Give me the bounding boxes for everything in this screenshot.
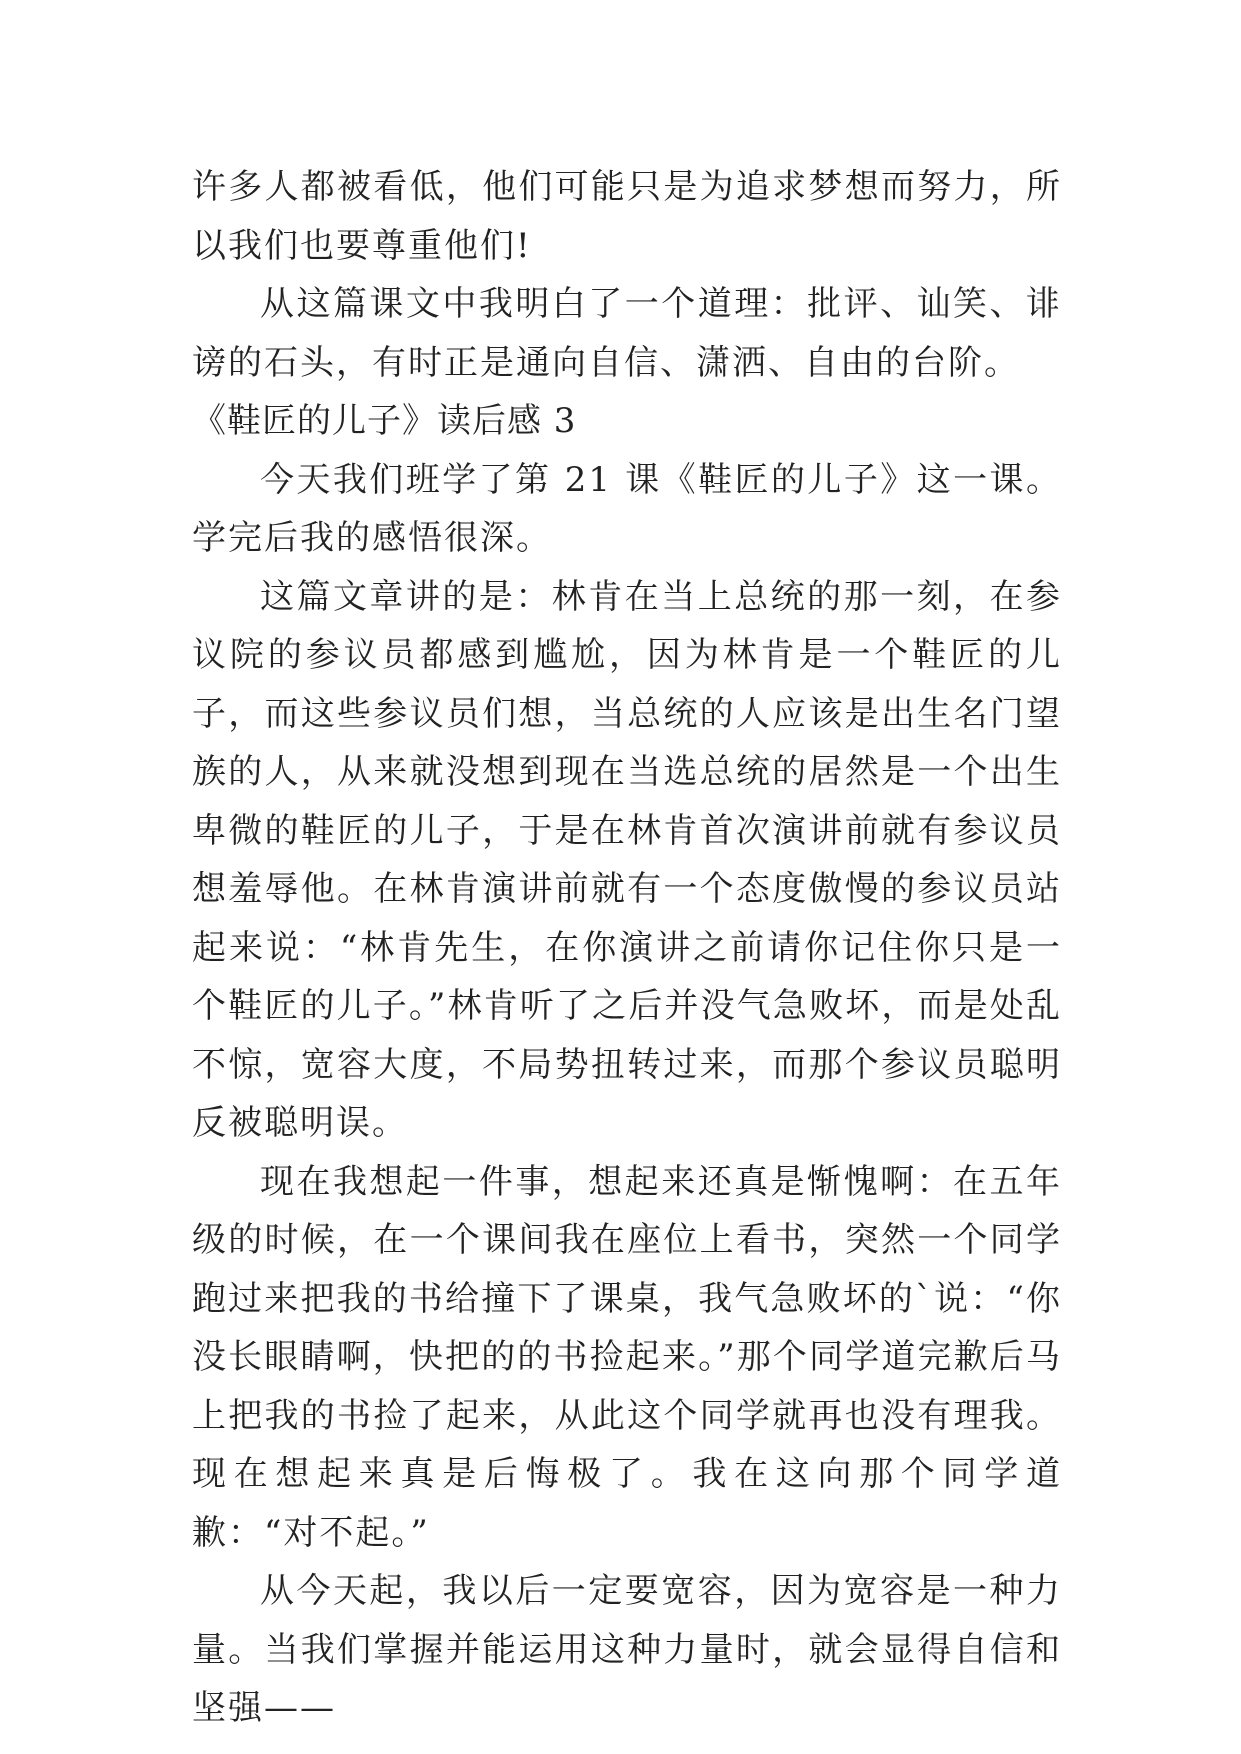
document-page [192, 158, 1062, 1738]
paragraph-4: 这篇文章讲的是：林肯在当上总统的那一刻，在参议院的参议员都感到尴尬，因为林肯是一个鞋匠的儿子，而这些参议员们想，当总统的人应该是出生名门望族的人，从来就没想到现在当选总统的居然是一个出生卑微的鞋匠的儿子，于是在林肯首次演讲前就有参议员想羞辱他。在林肯演讲前就有一个态度傲慢的参议员站起来说：“林肯先生，在你演讲之前请你记住你只是一个鞋匠的儿子。”林肯听了之后并没气急败坏，而是处乱不惊，宽容大度，不局势扭转过来，而那个参议员聪明反被聪明误。 [192, 576, 1062, 1143]
paragraph-5: 现在我想起一件事，想起来还真是惭愧啊：在五年级的时候，在一个课间我在座位上看书，突然一个同学跑过来把我的书给撞下了课桌，我气急败坏的`说：“你没长眼睛啊，快把的的书捡起来。”那个同学道完歉后马上把我的书捡了起来，从此这个同学就再也没有理我。现在想起来真是后悔极了。我在这向那个同学道歉：“对不起。” [192, 1161, 1062, 1553]
paragraph-1: 许多人都被看低，他们可能只是为追求梦想而努力，所以我们也要尊重他们! [192, 167, 1062, 266]
paragraph-6: 从今天起，我以后一定要宽容，因为宽容是一种力量。当我们掌握并能运用这种力量时，就会显得自信和坚强—— [192, 1571, 1062, 1728]
section-heading: 《鞋匠的儿子》读后感 3 [192, 401, 577, 441]
paragraph-2: 从这篇课文中我明白了一个道理：批评、讪笑、诽谤的石头，有时正是通向自信、潇洒、自由的台阶。 [192, 284, 1062, 383]
paragraph-3: 今天我们班学了第 21 课《鞋匠的儿子》这一课。学完后我的感悟很深。 [192, 459, 1062, 558]
